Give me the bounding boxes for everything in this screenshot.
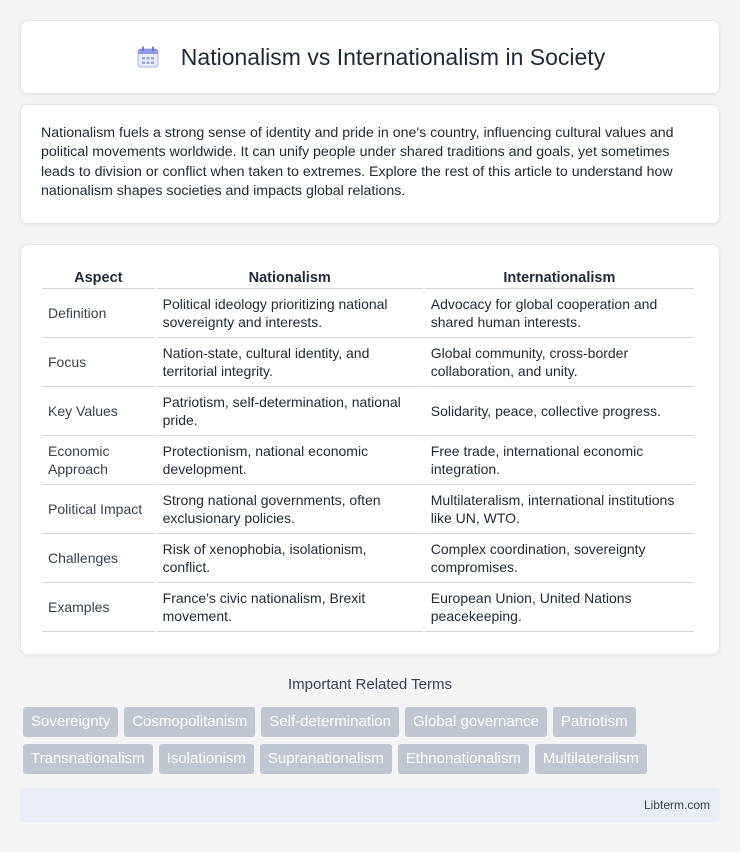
- cell-nationalism: Strong national governments, often exclusionary policies.: [157, 485, 423, 534]
- footer: [20, 788, 720, 822]
- intro-text: Nationalism fuels a strong sense of identity and pride in one's country, influencing cultural values and political movements worldwide. It can unify people under shared traditions and goals, yet sometimes leads to division or conflict when taken to extremes. Explore the rest of this article to understand how nationalism shapes societies and impacts global relations.: [41, 125, 674, 199]
- header-internationalism: Internationalism: [425, 267, 694, 289]
- tag-global-governance[interactable]: Global governance: [405, 707, 547, 737]
- table-row: [42, 289, 694, 338]
- tag-sovereignty[interactable]: Sovereignty: [23, 707, 118, 737]
- cell-aspect: Focus: [42, 338, 155, 387]
- tag-row: [23, 744, 723, 774]
- comparison-table-card: [20, 244, 720, 655]
- table-row: [42, 387, 694, 436]
- header-aspect: Aspect: [42, 267, 155, 289]
- cell-aspect: Political Impact: [42, 485, 155, 534]
- table-row: [42, 583, 694, 632]
- cell-internationalism: Free trade, international economic integration.: [425, 436, 694, 485]
- cell-aspect: Definition: [42, 289, 155, 338]
- tag-patriotism[interactable]: Patriotism: [553, 707, 636, 737]
- tag-cosmopolitanism[interactable]: Cosmopolitanism: [124, 707, 255, 737]
- cell-internationalism: Advocacy for global cooperation and shared human interests.: [425, 289, 694, 338]
- tag-transnationalism[interactable]: Transnationalism: [23, 744, 153, 774]
- cell-nationalism: Protectionism, national economic development.: [157, 436, 423, 485]
- cell-aspect: Examples: [42, 583, 155, 632]
- cell-nationalism: Risk of xenophobia, isolationism, conflict.: [157, 534, 423, 583]
- table-row: [42, 338, 694, 387]
- tag-isolationism[interactable]: Isolationism: [159, 744, 254, 774]
- header-card: [20, 20, 720, 94]
- cell-internationalism: Solidarity, peace, collective progress.: [425, 387, 694, 436]
- cell-internationalism: European Union, United Nations peacekeeping.: [425, 583, 694, 632]
- tag-self-determination[interactable]: Self-determination: [261, 707, 399, 737]
- tag-multilateralism[interactable]: Multilateralism: [535, 744, 647, 774]
- cell-internationalism: Multilateralism, international institutions like UN, WTO.: [425, 485, 694, 534]
- intro-card: [20, 104, 720, 224]
- cell-nationalism: Nation-state, cultural identity, and territorial integrity.: [157, 338, 423, 387]
- tag-ethnonationalism[interactable]: Ethnonationalism: [398, 744, 529, 774]
- tag-row: [23, 707, 723, 737]
- tag-supranationalism[interactable]: Supranationalism: [260, 744, 392, 774]
- cell-nationalism: Political ideology prioritizing national sovereignty and interests.: [157, 289, 423, 338]
- table-header-row: [42, 267, 694, 289]
- cell-aspect: Economic Approach: [42, 436, 155, 485]
- page-title: Nationalism vs Internationalism in Society: [180, 43, 606, 70]
- table-row: [42, 485, 694, 534]
- cell-nationalism: France's civic nationalism, Brexit movement.: [157, 583, 423, 632]
- comparison-table: [40, 267, 696, 632]
- cell-internationalism: Complex coordination, sovereignty compromises.: [425, 534, 694, 583]
- cell-internationalism: Global community, cross-border collaboration, and unity.: [425, 338, 694, 387]
- footer-brand-link[interactable]: Libterm.com: [643, 798, 710, 812]
- cell-nationalism: Patriotism, self-determination, national pride.: [157, 387, 423, 436]
- table-row: [42, 534, 694, 583]
- cell-aspect: Challenges: [42, 534, 155, 583]
- header-nationalism: Nationalism: [157, 267, 423, 289]
- related-terms-heading: Important Related Terms: [288, 676, 452, 693]
- calendar-icon: [135, 44, 161, 70]
- cell-aspect: Key Values: [42, 387, 155, 436]
- table-row: [42, 436, 694, 485]
- related-terms-list: [23, 707, 723, 781]
